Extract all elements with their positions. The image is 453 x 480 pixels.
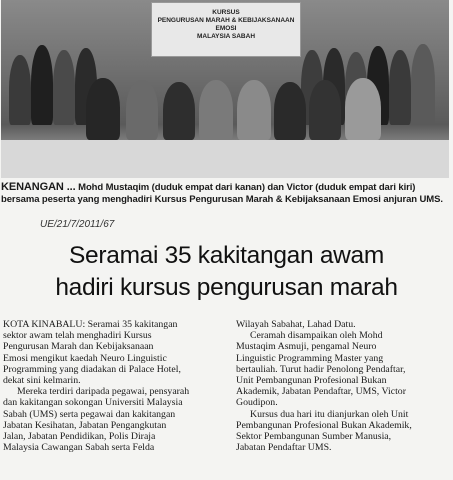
body-line: Ceramah disampaikan oleh Mohd [250,330,383,342]
article-headline [0,240,453,304]
person-figure [309,80,341,140]
body-line: Unit Pembangunan Profesional Bukan [236,375,387,387]
article-column-left [3,319,225,453]
body-line: Malaysia Cawangan Sabah serta Felda [3,442,155,454]
person-figure [274,82,306,140]
body-line: Kursus dua hari itu dianjurkan oleh Unit [250,408,409,420]
body-line: Pengurusan Marah dan Kebijaksanaan [3,341,154,353]
photo-caption [1,181,450,206]
person-figure [163,82,195,140]
body-line: dekat sini kelmarin. [3,375,81,387]
person-figure [9,55,31,125]
headline-line: hadiri kursus pengurusan marah [55,274,398,301]
news-photo [1,0,449,178]
body-line: Mustaqim Asmuji, pengamal Neuro [236,341,377,353]
body-line: Sabah (UMS) serta pegawai dan kakitangan [3,408,176,420]
body-line: dan kakitangan sokongan Universiti Malaysia [3,397,183,409]
caption-lead: KENANGAN ... [1,181,76,193]
person-figure [126,80,158,140]
body-line: Linguistic Programming Master yang [236,352,384,364]
body-line: sektor awam telah menghadiri Kursus [3,330,152,342]
person-figure [53,50,75,125]
body-line: Jabatan Kesihatan, Jabatan Pengangkutan [3,419,167,431]
body-line: bertauliah. Turut hadir Penolong Pendaftar, [236,363,406,375]
event-banner [151,2,301,57]
banner-line: PENGURUSAN MARAH & KEBIJAKSANAAN [157,17,295,24]
body-line: Goudipon. [236,397,278,409]
body-line: Jabatan Pendaftar UMS. [236,442,332,454]
body-line: Akademik, Jabatan Pendaftar, UMS, Victor [236,386,406,398]
body-line: Mereka terdiri daripada pegawai, pensyarah [17,386,190,398]
body-line: Wilayah Sabahat, Lahad Datu. [236,319,356,330]
body-line: Programming yang diadakan di Palace Hotel, [3,363,181,375]
banner-line: EMOSI [215,25,237,32]
handwritten-dateline: UE/21/7/2011/67 [40,219,115,230]
photo-floor [1,140,449,178]
person-figure [237,80,271,140]
body-line: Sektor Pembangunan Sumber Manusia, [236,431,392,443]
headline-line: Seramai 35 kakitangan awam [69,242,384,269]
body-line: Jalan, Jabatan Pendidikan, Polis Diraja [3,431,156,443]
banner-line: KURSUS [212,9,240,16]
banner-line: MALAYSIA SABAH [196,33,256,40]
person-figure [86,78,120,140]
person-figure [345,78,381,140]
person-figure [389,50,411,125]
person-figure [199,80,233,140]
body-line: Pembangunan Profesional Bukan Akademik, [236,419,412,431]
article-column-right [236,319,450,453]
caption-text: Mohd Mustaqim (duduk empat dari kanan) dan Victor (duduk empat dari kiri) bersama peserta yang menghadiri Kursus Pengurusan Marah & Kebijaksanaan Emosi anjuran UMS. [1,182,443,205]
body-line: Emosi mengikut kaedah Neuro Linguistic [3,352,167,364]
person-figure [411,44,435,125]
body-line: KOTA KINABALU: Seramai 35 kakitangan [3,319,178,330]
person-figure [31,45,53,125]
